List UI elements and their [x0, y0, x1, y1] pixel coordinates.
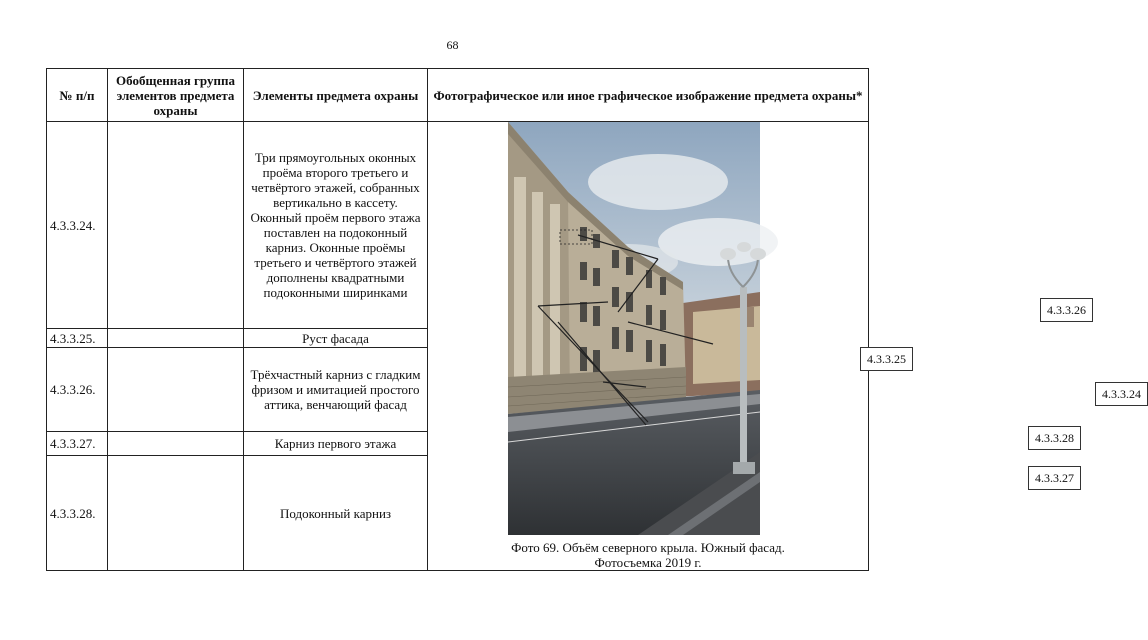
callout-4-3-3-26: 4.3.3.26: [1040, 298, 1093, 322]
photo-cell: [428, 122, 1141, 571]
header-image: Фотографическое или иное графическое изображение предмета охраны*: [428, 69, 869, 122]
header-num: № п/п: [47, 69, 108, 122]
caption-line-2: Фотосъемка 2019 г.: [594, 555, 702, 570]
row-number: 4.3.3.25.: [47, 329, 108, 348]
row-number: 4.3.3.26.: [47, 348, 108, 432]
photo-caption: [428, 540, 868, 570]
row-elements: Руст фасада: [244, 329, 428, 348]
row-elements: Подоконный карниз: [244, 456, 428, 571]
row-group: [108, 348, 244, 432]
callout-4-3-3-28: 4.3.3.28: [1028, 426, 1081, 450]
row-number: 4.3.3.27.: [47, 432, 108, 456]
row-elements: Карниз первого этажа: [244, 432, 428, 456]
callout-4-3-3-27: 4.3.3.27: [1028, 466, 1081, 490]
row-elements: Три прямоугольных оконных проёма второго третьего и четвёртого этажей, собранных вертикально в кассету. Оконный проём первого этажа поставлен на подоконный карниз. Оконные проёмы третьего и четвёртого этажей дополнены квадратными подоконными ширинками: [244, 122, 428, 329]
header-elements: Элементы предмета охраны: [244, 69, 428, 122]
table-header-row: [47, 69, 869, 122]
caption-line-1: Фото 69. Объём северного крыла. Южный фасад.: [511, 540, 785, 555]
callout-4-3-3-24: 4.3.3.24: [1095, 382, 1148, 406]
protection-table: [46, 68, 1141, 571]
facade-photo: [508, 122, 760, 535]
row-number: 4.3.3.24.: [47, 122, 108, 329]
row-group: [108, 122, 244, 329]
header-group: Обобщенная группа элементов предмета охраны: [108, 69, 244, 122]
row-group: [108, 432, 244, 456]
table-row: [47, 122, 869, 329]
row-group: [108, 456, 244, 571]
page-number: 68: [446, 38, 459, 52]
row-number: 4.3.3.28.: [47, 456, 108, 571]
row-elements: Трёхчастный карниз с гладким фризом и имитацией простого аттика, венчающий фасад: [244, 348, 428, 432]
row-group: [108, 329, 244, 348]
callout-4-3-3-25: 4.3.3.25: [860, 347, 913, 371]
